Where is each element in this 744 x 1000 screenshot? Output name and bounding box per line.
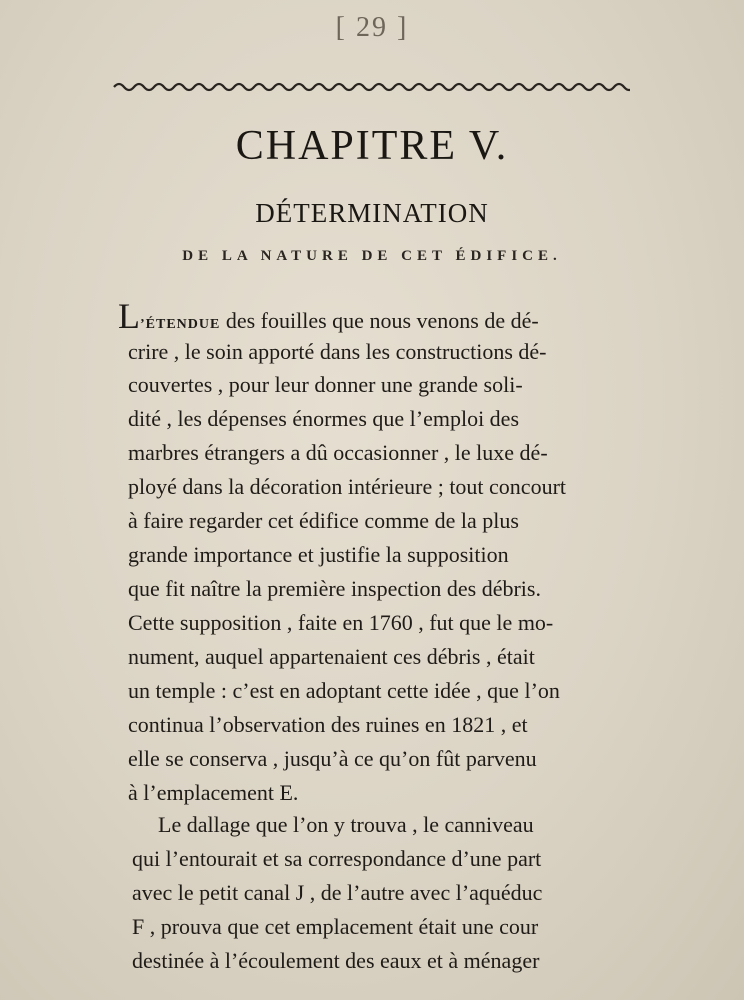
paragraph-line: Le dallage que l’on y trouva , le canniveau xyxy=(158,812,534,837)
section-title: DÉTERMINATION xyxy=(255,198,489,228)
paragraph-line: continua l’observation des ruines en 1821 , et xyxy=(128,712,528,737)
line-text: des fouilles que nous venons de dé- xyxy=(220,308,539,333)
paragraph-line: à faire regarder cet édifice comme de la plus xyxy=(128,508,519,533)
paragraph-line: un temple : c’est en adoptant cette idée , que l’on xyxy=(128,678,560,703)
paragraph-line: nument, auquel appartenaient ces débris , était xyxy=(128,644,535,669)
paragraph-line: que fit naître la première inspection des débris. xyxy=(128,576,541,601)
paragraph-line: destinée à l’écoulement des eaux et à ménager xyxy=(132,948,540,973)
opening-word: ’ÉTENDUE xyxy=(140,317,221,332)
paragraph-line: elle se conserva , jusqu’à ce qu’on fût parvenu xyxy=(128,746,537,771)
paragraph-line xyxy=(118,298,539,334)
section-subtitle: DE LA NATURE DE CET ÉDIFICE. xyxy=(182,248,562,264)
paragraph-line: à l’emplacement E. xyxy=(128,780,299,805)
paragraph-line: qui l’entourait et sa correspondance d’une part xyxy=(132,846,542,871)
paragraph-line: ployé dans la décoration intérieure ; tout concourt xyxy=(128,474,567,499)
paragraph-line: dité , les dépenses énormes que l’emploi des xyxy=(128,406,520,431)
paragraph-line: avec le petit canal J , de l’autre avec l’aquéduc xyxy=(132,880,543,905)
ornamental-rule xyxy=(110,80,630,94)
paragraph-line: marbres étrangers a dû occasionner , le luxe dé- xyxy=(128,440,548,465)
page-number: [ 29 ] xyxy=(335,12,409,43)
chapter-title: CHAPITRE V. xyxy=(235,123,509,169)
paragraph-line: couvertes , pour leur donner une grande soli- xyxy=(128,372,523,397)
paragraph-line: Cette supposition , faite en 1760 , fut que le mo- xyxy=(128,610,554,635)
paragraph-line: crire , le soin apporté dans les constructions dé- xyxy=(128,339,547,364)
paragraph-line: F , prouva que cet emplacement était une cour xyxy=(132,914,539,939)
paragraph-line: grande importance et justifie la supposition xyxy=(128,542,509,567)
drop-cap: L xyxy=(118,296,140,336)
